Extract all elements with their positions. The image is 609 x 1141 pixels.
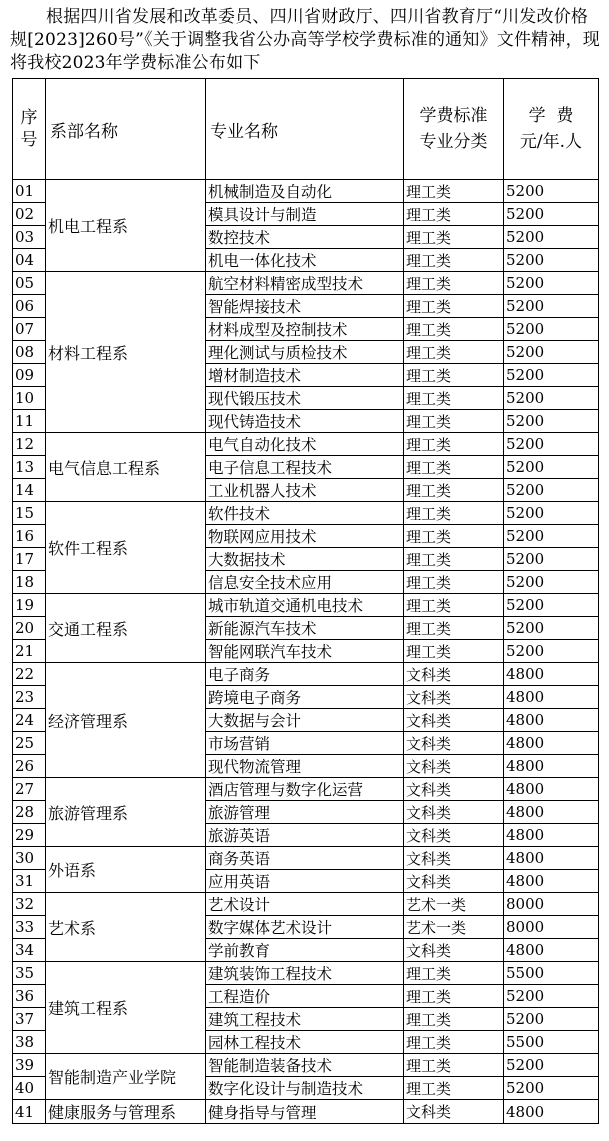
fee-category: 文科类	[404, 824, 504, 847]
tuition-fee: 5200	[504, 180, 599, 203]
row-number: 12	[13, 433, 46, 456]
row-number: 26	[13, 755, 46, 778]
tuition-fee: 5200	[504, 433, 599, 456]
tuition-fee: 5200	[504, 226, 599, 249]
fee-category: 文科类	[404, 663, 504, 686]
row-number: 06	[13, 295, 46, 318]
fee-category: 理工类	[404, 249, 504, 272]
fee-category: 理工类	[404, 617, 504, 640]
row-number: 08	[13, 341, 46, 364]
major-name: 现代铸造技术	[206, 410, 404, 433]
fee-category: 理工类	[404, 226, 504, 249]
row-number: 38	[13, 1031, 46, 1054]
tuition-fee: 4800	[504, 755, 599, 778]
tuition-fee: 5200	[504, 203, 599, 226]
fee-category: 理工类	[404, 1077, 504, 1100]
row-number: 30	[13, 847, 46, 870]
tuition-fee: 5200	[504, 249, 599, 272]
fee-category: 理工类	[404, 433, 504, 456]
header-no-line2: 号	[20, 130, 38, 150]
fee-category: 理工类	[404, 594, 504, 617]
tuition-fee: 5200	[504, 318, 599, 341]
fee-category: 理工类	[404, 1054, 504, 1077]
major-name: 工业机器人技术	[206, 479, 404, 502]
header-category	[404, 79, 504, 180]
row-number: 19	[13, 594, 46, 617]
tuition-fee: 5200	[504, 387, 599, 410]
row-number: 21	[13, 640, 46, 663]
major-name: 机械制造及自动化	[206, 180, 404, 203]
tuition-fee: 8000	[504, 916, 599, 939]
row-number: 34	[13, 939, 46, 962]
tuition-fee: 5200	[504, 985, 599, 1008]
table-row	[13, 1100, 599, 1124]
tuition-fee: 4800	[504, 801, 599, 824]
tuition-fee: 5200	[504, 341, 599, 364]
table-row	[13, 847, 599, 870]
major-name: 材料成型及控制技术	[206, 318, 404, 341]
row-number: 14	[13, 479, 46, 502]
department-name: 交通工程系	[46, 594, 206, 663]
row-number: 29	[13, 824, 46, 847]
tuition-fee: 5200	[504, 548, 599, 571]
major-name: 跨境电子商务	[206, 686, 404, 709]
fee-category: 理工类	[404, 985, 504, 1008]
major-name: 市场营销	[206, 732, 404, 755]
major-name: 智能网联汽车技术	[206, 640, 404, 663]
fee-category: 文科类	[404, 801, 504, 824]
table-row	[13, 180, 599, 203]
major-name: 数字化设计与制造技术	[206, 1077, 404, 1100]
fee-category: 理工类	[404, 272, 504, 295]
tuition-fee: 4800	[504, 824, 599, 847]
row-number: 07	[13, 318, 46, 341]
header-no-line1: 序	[20, 108, 38, 128]
department-name: 外语系	[46, 847, 206, 893]
major-name: 智能焊接技术	[206, 295, 404, 318]
tuition-fee: 4800	[504, 663, 599, 686]
row-number: 39	[13, 1054, 46, 1077]
fee-category: 艺术一类	[404, 916, 504, 939]
fee-category: 理工类	[404, 364, 504, 387]
tuition-fee: 5200	[504, 594, 599, 617]
fee-category: 文科类	[404, 778, 504, 801]
row-number: 18	[13, 571, 46, 594]
department-name: 艺术系	[46, 893, 206, 962]
department-name: 旅游管理系	[46, 778, 206, 847]
row-number: 16	[13, 525, 46, 548]
fee-category: 理工类	[404, 387, 504, 410]
fee-category: 理工类	[404, 341, 504, 364]
major-name: 现代物流管理	[206, 755, 404, 778]
row-number: 15	[13, 502, 46, 525]
major-name: 大数据与会计	[206, 709, 404, 732]
fee-category: 文科类	[404, 847, 504, 870]
row-number: 31	[13, 870, 46, 893]
fee-category: 艺术一类	[404, 893, 504, 916]
row-number: 13	[13, 456, 46, 479]
fee-category: 理工类	[404, 456, 504, 479]
department-name: 电气信息工程系	[46, 433, 206, 502]
table-body	[13, 180, 599, 1124]
tuition-fee: 5200	[504, 640, 599, 663]
tuition-fee: 5200	[504, 1054, 599, 1077]
major-name: 航空材料精密成型技术	[206, 272, 404, 295]
fee-category: 理工类	[404, 203, 504, 226]
tuition-fee: 5200	[504, 502, 599, 525]
tuition-fee: 5200	[504, 571, 599, 594]
department-name: 建筑工程系	[46, 962, 206, 1054]
table-header	[13, 79, 599, 180]
fee-category: 理工类	[404, 295, 504, 318]
tuition-table	[12, 78, 599, 1124]
fee-category: 文科类	[404, 870, 504, 893]
row-number: 20	[13, 617, 46, 640]
header-fee-line1: 学 费	[528, 106, 574, 126]
fee-category: 文科类	[404, 1100, 504, 1124]
fee-category: 理工类	[404, 410, 504, 433]
major-name: 学前教育	[206, 939, 404, 962]
row-number: 36	[13, 985, 46, 1008]
tuition-fee: 4800	[504, 847, 599, 870]
tuition-fee: 4800	[504, 939, 599, 962]
table-row	[13, 502, 599, 525]
row-number: 17	[13, 548, 46, 571]
tuition-fee: 4800	[504, 778, 599, 801]
row-number: 24	[13, 709, 46, 732]
header-fee	[504, 79, 599, 180]
fee-category: 文科类	[404, 709, 504, 732]
header-no	[13, 79, 46, 180]
row-number: 37	[13, 1008, 46, 1031]
major-name: 电子信息工程技术	[206, 456, 404, 479]
major-name: 模具设计与制造	[206, 203, 404, 226]
major-name: 旅游英语	[206, 824, 404, 847]
fee-category: 理工类	[404, 1008, 504, 1031]
department-name: 机电工程系	[46, 180, 206, 272]
tuition-fee: 8000	[504, 893, 599, 916]
major-name: 理化测试与质检技术	[206, 341, 404, 364]
tuition-fee: 5200	[504, 272, 599, 295]
tuition-fee: 5200	[504, 456, 599, 479]
major-name: 数字媒体艺术设计	[206, 916, 404, 939]
header-category-line2: 专业分类	[419, 132, 488, 152]
fee-category: 理工类	[404, 318, 504, 341]
tuition-fee: 5200	[504, 410, 599, 433]
table-row	[13, 778, 599, 801]
table-row	[13, 663, 599, 686]
row-number: 41	[13, 1100, 46, 1124]
tuition-fee: 5200	[504, 479, 599, 502]
fee-category: 理工类	[404, 571, 504, 594]
row-number: 28	[13, 801, 46, 824]
major-name: 信息安全技术应用	[206, 571, 404, 594]
fee-category: 理工类	[404, 640, 504, 663]
major-name: 工程造价	[206, 985, 404, 1008]
intro-paragraph	[10, 6, 602, 75]
row-number: 35	[13, 962, 46, 985]
major-name: 电气自动化技术	[206, 433, 404, 456]
row-number: 22	[13, 663, 46, 686]
tuition-fee: 5200	[504, 295, 599, 318]
major-name: 电子商务	[206, 663, 404, 686]
tuition-fee: 5200	[504, 1077, 599, 1100]
table-row	[13, 272, 599, 295]
major-name: 艺术设计	[206, 893, 404, 916]
row-number: 04	[13, 249, 46, 272]
row-number: 03	[13, 226, 46, 249]
header-major: 专业名称	[206, 79, 404, 180]
tuition-fee: 5200	[504, 1008, 599, 1031]
row-number: 09	[13, 364, 46, 387]
tuition-fee: 4800	[504, 732, 599, 755]
fee-category: 理工类	[404, 180, 504, 203]
major-name: 新能源汽车技术	[206, 617, 404, 640]
fee-category: 理工类	[404, 962, 504, 985]
major-name: 大数据技术	[206, 548, 404, 571]
major-name: 健身指导与管理	[206, 1100, 404, 1124]
major-name: 建筑装饰工程技术	[206, 962, 404, 985]
row-number: 05	[13, 272, 46, 295]
table-row	[13, 433, 599, 456]
major-name: 智能制造装备技术	[206, 1054, 404, 1077]
department-name: 健康服务与管理系	[46, 1100, 206, 1124]
department-name: 材料工程系	[46, 272, 206, 433]
fee-category: 理工类	[404, 1031, 504, 1054]
tuition-fee: 4800	[504, 686, 599, 709]
major-name: 酒店管理与数字化运营	[206, 778, 404, 801]
major-name: 增材制造技术	[206, 364, 404, 387]
row-number: 02	[13, 203, 46, 226]
fee-category: 文科类	[404, 732, 504, 755]
fee-category: 文科类	[404, 686, 504, 709]
table-row	[13, 1054, 599, 1077]
row-number: 01	[13, 180, 46, 203]
department-name: 软件工程系	[46, 502, 206, 594]
major-name: 建筑工程技术	[206, 1008, 404, 1031]
department-name: 智能制造产业学院	[46, 1054, 206, 1100]
tuition-fee: 5500	[504, 962, 599, 985]
major-name: 商务英语	[206, 847, 404, 870]
major-name: 园林工程技术	[206, 1031, 404, 1054]
table-row	[13, 594, 599, 617]
tuition-fee: 4800	[504, 1100, 599, 1124]
major-name: 城市轨道交通机电技术	[206, 594, 404, 617]
header-category-line1: 学费标准	[419, 106, 488, 126]
row-number: 23	[13, 686, 46, 709]
major-name: 旅游管理	[206, 801, 404, 824]
row-number: 32	[13, 893, 46, 916]
fee-category: 理工类	[404, 548, 504, 571]
fee-category: 理工类	[404, 525, 504, 548]
header-fee-line2: 元/年.人	[519, 132, 583, 152]
fee-category: 理工类	[404, 479, 504, 502]
major-name: 现代锻压技术	[206, 387, 404, 410]
intro-text: 根据四川省发展和改革委员、四川省财政厅、四川省教育厅“川发改价格规[2023]260号”《关于调整我省公办高等学校学费标准的通知》文件精神，现将我校2023年学费标准公布如下	[10, 7, 600, 73]
row-number: 11	[13, 410, 46, 433]
department-name: 经济管理系	[46, 663, 206, 778]
fee-category: 文科类	[404, 939, 504, 962]
fee-category: 文科类	[404, 755, 504, 778]
row-number: 27	[13, 778, 46, 801]
row-number: 25	[13, 732, 46, 755]
table-row	[13, 962, 599, 985]
major-name: 物联网应用技术	[206, 525, 404, 548]
tuition-fee: 5200	[504, 364, 599, 387]
tuition-fee: 5500	[504, 1031, 599, 1054]
tuition-fee: 5200	[504, 525, 599, 548]
major-name: 软件技术	[206, 502, 404, 525]
major-name: 应用英语	[206, 870, 404, 893]
row-number: 10	[13, 387, 46, 410]
row-number: 40	[13, 1077, 46, 1100]
tuition-fee: 5200	[504, 617, 599, 640]
row-number: 33	[13, 916, 46, 939]
major-name: 机电一体化技术	[206, 249, 404, 272]
tuition-fee: 4800	[504, 870, 599, 893]
major-name: 数控技术	[206, 226, 404, 249]
fee-category: 理工类	[404, 502, 504, 525]
header-dept: 系部名称	[46, 79, 206, 180]
tuition-fee: 4800	[504, 709, 599, 732]
table-row	[13, 893, 599, 916]
